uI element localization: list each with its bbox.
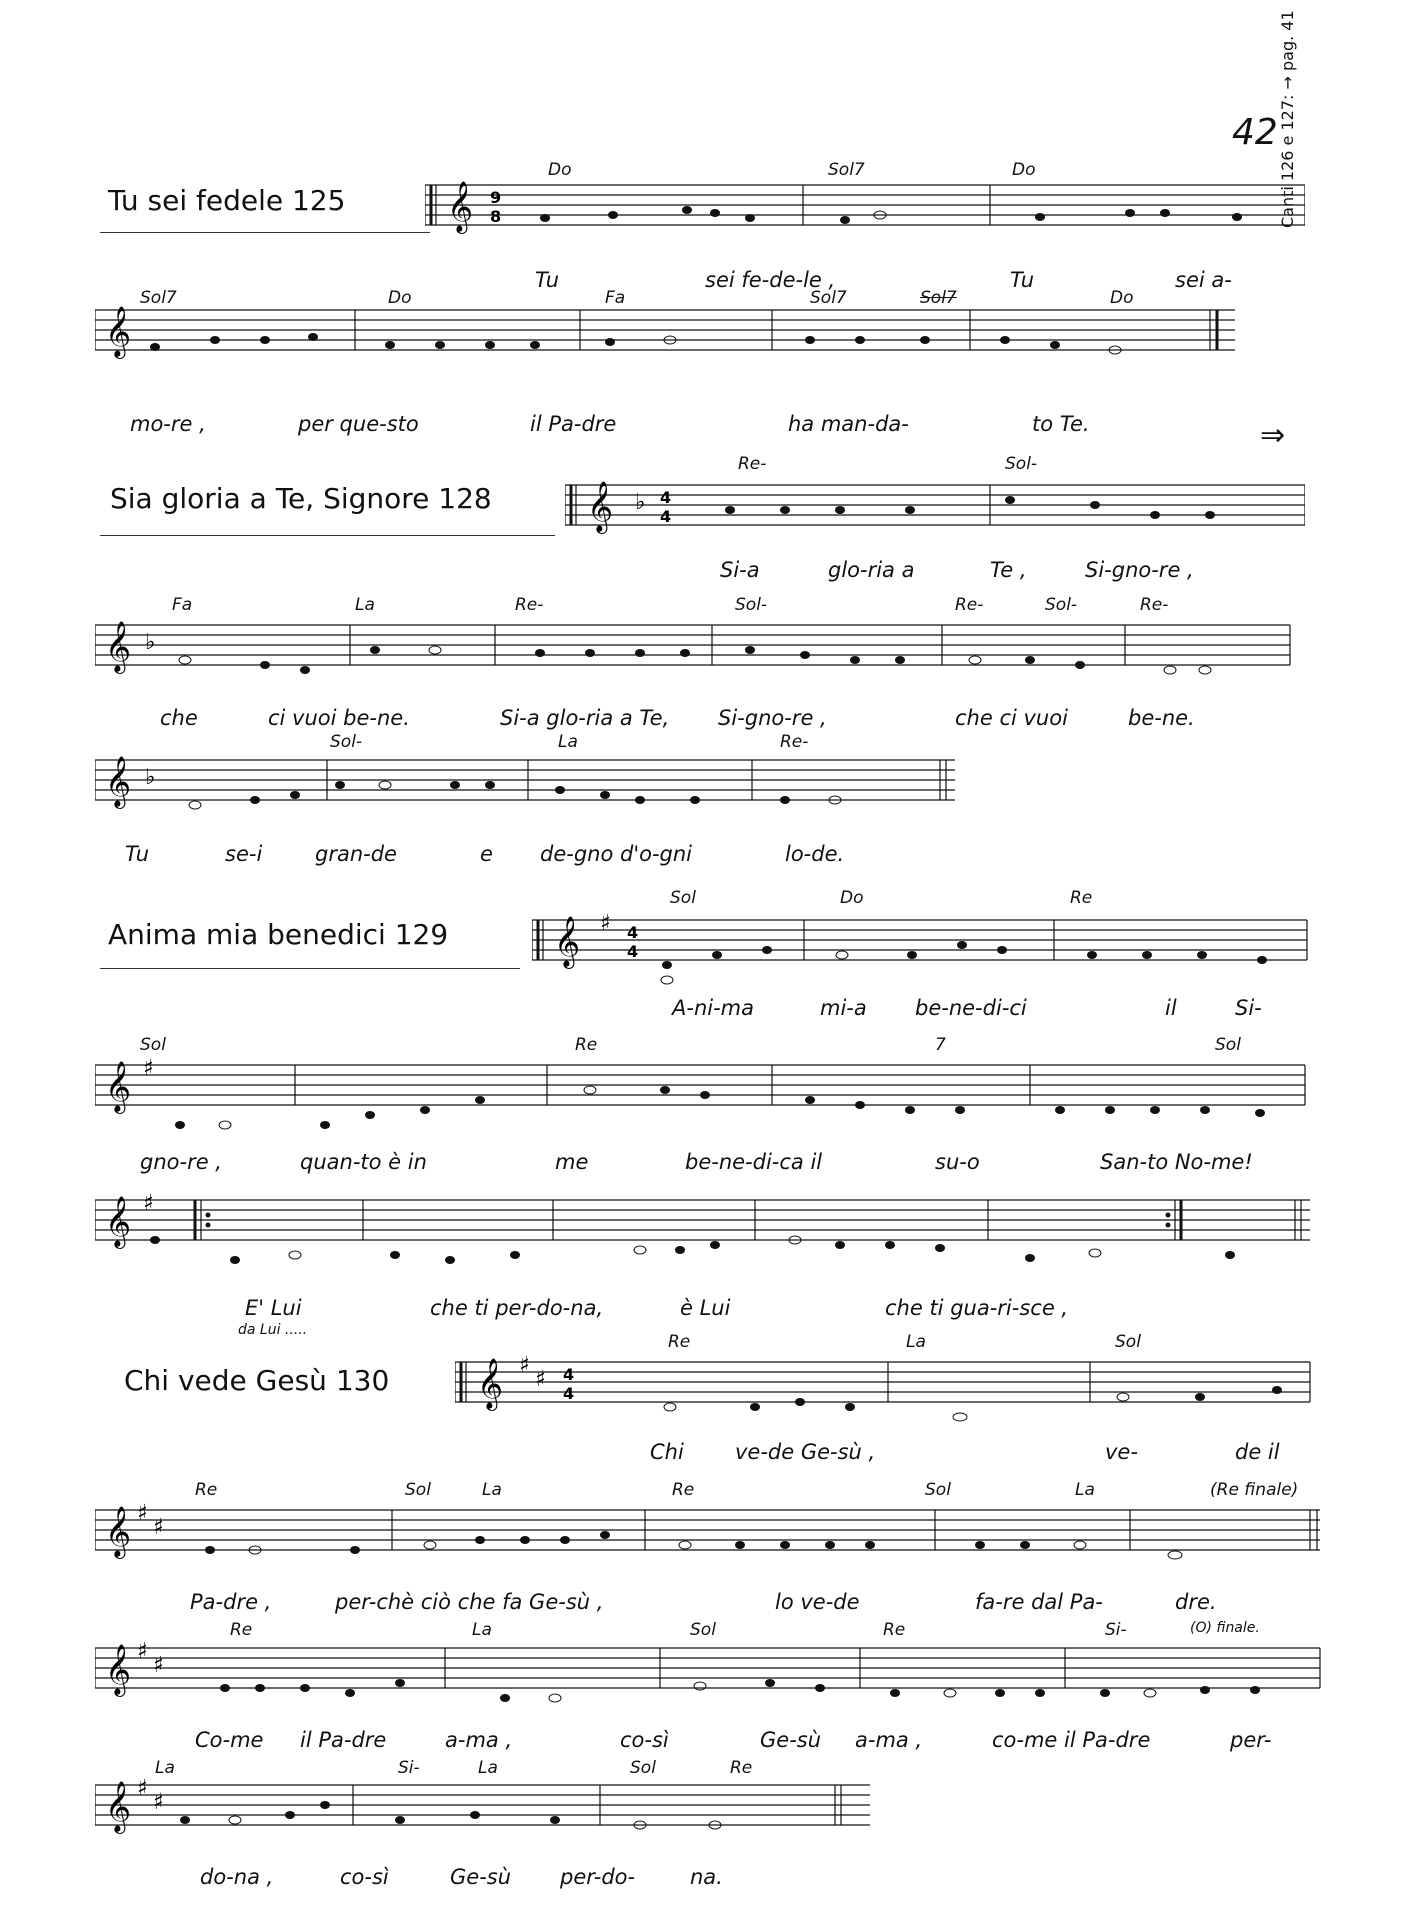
svg-text:♯: ♯	[153, 1790, 164, 1815]
lyric: co-sì	[340, 1865, 389, 1889]
chord: Re	[883, 1620, 906, 1640]
svg-text:9: 9	[490, 188, 502, 207]
lyric-alt: da Lui .....	[238, 1322, 308, 1338]
lyric: Co-me	[195, 1728, 264, 1752]
chord: Sol7	[140, 288, 177, 308]
lyric: dre.	[1175, 1590, 1217, 1614]
svg-text:𝄞: 𝄞	[554, 916, 581, 967]
chord: La	[906, 1332, 926, 1352]
lyric: ci vuoi be-ne.	[268, 706, 410, 730]
staff-4-4	[95, 1775, 875, 1845]
chord: Sol7	[828, 160, 865, 180]
chord: Re	[1070, 888, 1093, 908]
lyric: do-na ,	[200, 1865, 274, 1889]
lyric: che ci vuoi	[955, 706, 1068, 730]
svg-text:4: 4	[660, 488, 672, 507]
chord: Sol	[1215, 1035, 1241, 1055]
lyric: Si-gno-re ,	[718, 706, 827, 730]
staff-1-2	[95, 300, 1235, 370]
lyric: gno-re ,	[140, 1150, 222, 1174]
svg-text:♯: ♯	[153, 1515, 164, 1540]
chord: Re	[575, 1035, 598, 1055]
svg-text:4: 4	[563, 1384, 575, 1403]
song-title: Anima mia benedici 129	[108, 918, 449, 951]
lyric: Te ,	[990, 558, 1027, 582]
svg-text:♯: ♯	[535, 1367, 546, 1392]
staff-2-3	[95, 750, 955, 820]
lyric: glo-ria a	[828, 558, 915, 582]
lyric: a-ma ,	[855, 1728, 923, 1752]
chord: Re-	[738, 454, 767, 474]
chord: La	[1075, 1480, 1095, 1500]
lyric: me	[555, 1150, 589, 1174]
lyric: Tu	[1010, 268, 1035, 292]
svg-text:♯: ♯	[137, 1639, 148, 1664]
song-title: Sia gloria a Te, Signore 128	[110, 482, 492, 515]
chord: Sol	[630, 1758, 656, 1778]
svg-text:♭: ♭	[145, 765, 156, 790]
chord: La	[472, 1620, 492, 1640]
lyric: il	[1165, 996, 1177, 1020]
svg-text:𝄞: 𝄞	[105, 621, 132, 672]
lyric: mi-a	[820, 996, 867, 1020]
svg-text:8: 8	[490, 207, 502, 226]
lyric: il Pa-dre	[300, 1728, 387, 1752]
lyric: de-gno d'o-gni	[540, 842, 692, 866]
svg-text:𝄞: 𝄞	[105, 756, 132, 807]
lyric: mo-re ,	[130, 412, 206, 436]
lyric: co-me il Pa-dre	[992, 1728, 1151, 1752]
chord: Sol	[405, 1480, 431, 1500]
chord: Sol7	[810, 288, 847, 308]
chord: (Re finale)	[1210, 1480, 1299, 1500]
lyric: E' Lui	[245, 1296, 302, 1320]
lyric: se-i	[225, 842, 263, 866]
side-note: Canti 126 e 127: → pag. 41	[1278, 10, 1297, 228]
lyric: Si-	[1235, 996, 1262, 1020]
svg-text:♯: ♯	[153, 1653, 164, 1678]
chord: Re	[195, 1480, 218, 1500]
svg-text:♯: ♯	[143, 1056, 154, 1081]
chord: Re-	[1140, 595, 1169, 615]
chord: La	[155, 1758, 175, 1778]
chord: La	[558, 732, 578, 752]
chord: La	[482, 1480, 502, 1500]
lyric: che ti gua-ri-sce ,	[885, 1296, 1069, 1320]
lyric: Si-gno-re ,	[1085, 558, 1194, 582]
staff-2-1	[565, 475, 1305, 545]
chord: Do	[840, 888, 864, 908]
lyric: be-ne.	[1128, 706, 1195, 730]
svg-text:4: 4	[627, 923, 639, 942]
lyric: ve-de Ge-sù ,	[735, 1440, 876, 1464]
lyric: Ge-sù	[450, 1865, 512, 1889]
chord: Sol	[140, 1035, 166, 1055]
chord: Sol-	[735, 595, 768, 615]
svg-text:♯: ♯	[600, 911, 611, 936]
staff-3-1	[532, 910, 1312, 990]
lyric: co-sì	[620, 1728, 669, 1752]
lyric: Si-a	[720, 558, 760, 582]
lyric: Chi	[650, 1440, 684, 1464]
svg-text:𝄞: 𝄞	[447, 181, 474, 232]
lyric: San-to No-me!	[1100, 1150, 1253, 1174]
lyric: gran-de	[315, 842, 397, 866]
svg-text:4: 4	[563, 1365, 575, 1384]
svg-text:4: 4	[627, 942, 639, 961]
lyric: lo-de.	[785, 842, 845, 866]
lyric: il Pa-dre	[530, 412, 617, 436]
lyric: na.	[690, 1865, 723, 1889]
chord: Sol	[925, 1480, 951, 1500]
chord: Sol7	[920, 288, 957, 308]
svg-text:𝄞: 𝄞	[105, 1506, 132, 1557]
lyric: Pa-dre ,	[190, 1590, 272, 1614]
chord: Sol	[670, 888, 696, 908]
chord: Sol	[690, 1620, 716, 1640]
lyric: a-ma ,	[445, 1728, 513, 1752]
chord: Sol-	[1005, 454, 1038, 474]
chord: Re	[230, 1620, 253, 1640]
lyric-alt: (O) finale.	[1190, 1620, 1260, 1636]
svg-text:♭: ♭	[145, 630, 156, 655]
chord: Re-	[780, 732, 809, 752]
chord: Re-	[955, 595, 984, 615]
staff-3-3	[95, 1190, 1315, 1275]
chord: Sol	[1115, 1332, 1141, 1352]
lyric: per-	[1230, 1728, 1272, 1752]
chord: Sol-	[330, 732, 363, 752]
chord: Re-	[515, 595, 544, 615]
svg-text:𝄞: 𝄞	[105, 1196, 132, 1247]
svg-text:𝄞: 𝄞	[477, 1358, 504, 1409]
chord: Do	[388, 288, 412, 308]
chord: Si-	[398, 1758, 420, 1778]
lyric: fa-re dal Pa-	[975, 1590, 1103, 1614]
lyric: sei a-	[1175, 268, 1232, 292]
lyric: ve-	[1105, 1440, 1138, 1464]
lyric: è Lui	[680, 1296, 731, 1320]
lyric: Ge-sù	[760, 1728, 822, 1752]
lyric: ha man-da-	[788, 412, 909, 436]
lyric: per-chè ciò che fa Ge-sù ,	[335, 1590, 604, 1614]
lyric: to Te.	[1032, 412, 1090, 436]
chord: Re	[730, 1758, 753, 1778]
lyric: e	[480, 842, 493, 866]
chord: 7	[935, 1035, 946, 1055]
staff-3-2	[95, 1055, 1315, 1135]
lyric: Tu	[535, 268, 560, 292]
lyric: be-ne-di-ci	[915, 996, 1027, 1020]
lyric: lo ve-de	[775, 1590, 860, 1614]
lyric: be-ne-di-ca il	[685, 1150, 823, 1174]
chord: Fa	[172, 595, 193, 615]
svg-text:𝄞: 𝄞	[105, 1644, 132, 1695]
lyric: che ti per-do-na,	[430, 1296, 604, 1320]
chord: Do	[1012, 160, 1036, 180]
lyric: per que-sto	[298, 412, 419, 436]
lyric: su-o	[935, 1150, 980, 1174]
lyric: de il	[1235, 1440, 1280, 1464]
staff-2-2	[95, 615, 1295, 685]
chord: Si-	[1105, 1620, 1127, 1640]
svg-text:𝄞: 𝄞	[587, 481, 614, 532]
chord: Re	[668, 1332, 691, 1352]
chord: Do	[548, 160, 572, 180]
svg-text:♯: ♯	[137, 1776, 148, 1801]
lyric: A-ni-ma	[672, 996, 754, 1020]
svg-text:♭: ♭	[635, 490, 646, 515]
arrow-icon: ⇒	[1260, 418, 1286, 453]
svg-text:𝄞: 𝄞	[105, 1061, 132, 1112]
chord: La	[355, 595, 375, 615]
chord: Re	[672, 1480, 695, 1500]
title-underline	[100, 232, 430, 233]
chord: Do	[1110, 288, 1134, 308]
lyric: che	[160, 706, 198, 730]
title-underline	[100, 968, 520, 969]
chord: La	[478, 1758, 498, 1778]
lyric: sei fe-de-le ,	[705, 268, 836, 292]
svg-text:♯: ♯	[143, 1191, 154, 1216]
staff-4-1	[455, 1352, 1315, 1432]
lyric: Tu	[125, 842, 150, 866]
lyric: Si-a glo-ria a Te,	[500, 706, 670, 730]
chord: Sol-	[1045, 595, 1078, 615]
song-title: Chi vede Gesù 130	[124, 1364, 390, 1397]
svg-text:𝄞: 𝄞	[105, 306, 132, 357]
svg-text:♯: ♯	[137, 1501, 148, 1526]
title-underline	[100, 535, 555, 536]
lyric: per-do-	[560, 1865, 636, 1889]
svg-text:4: 4	[660, 507, 672, 526]
lyric: quan-to è in	[300, 1150, 427, 1174]
page-number: 42	[1232, 112, 1278, 153]
song-title: Tu sei fedele 125	[108, 184, 346, 217]
staff-4-3	[95, 1638, 1325, 1708]
chord: Fa	[605, 288, 626, 308]
svg-text:♯: ♯	[519, 1353, 530, 1378]
svg-text:𝄞: 𝄞	[105, 1781, 132, 1832]
staff-4-2	[95, 1500, 1325, 1570]
staff-1-1	[425, 175, 1305, 245]
